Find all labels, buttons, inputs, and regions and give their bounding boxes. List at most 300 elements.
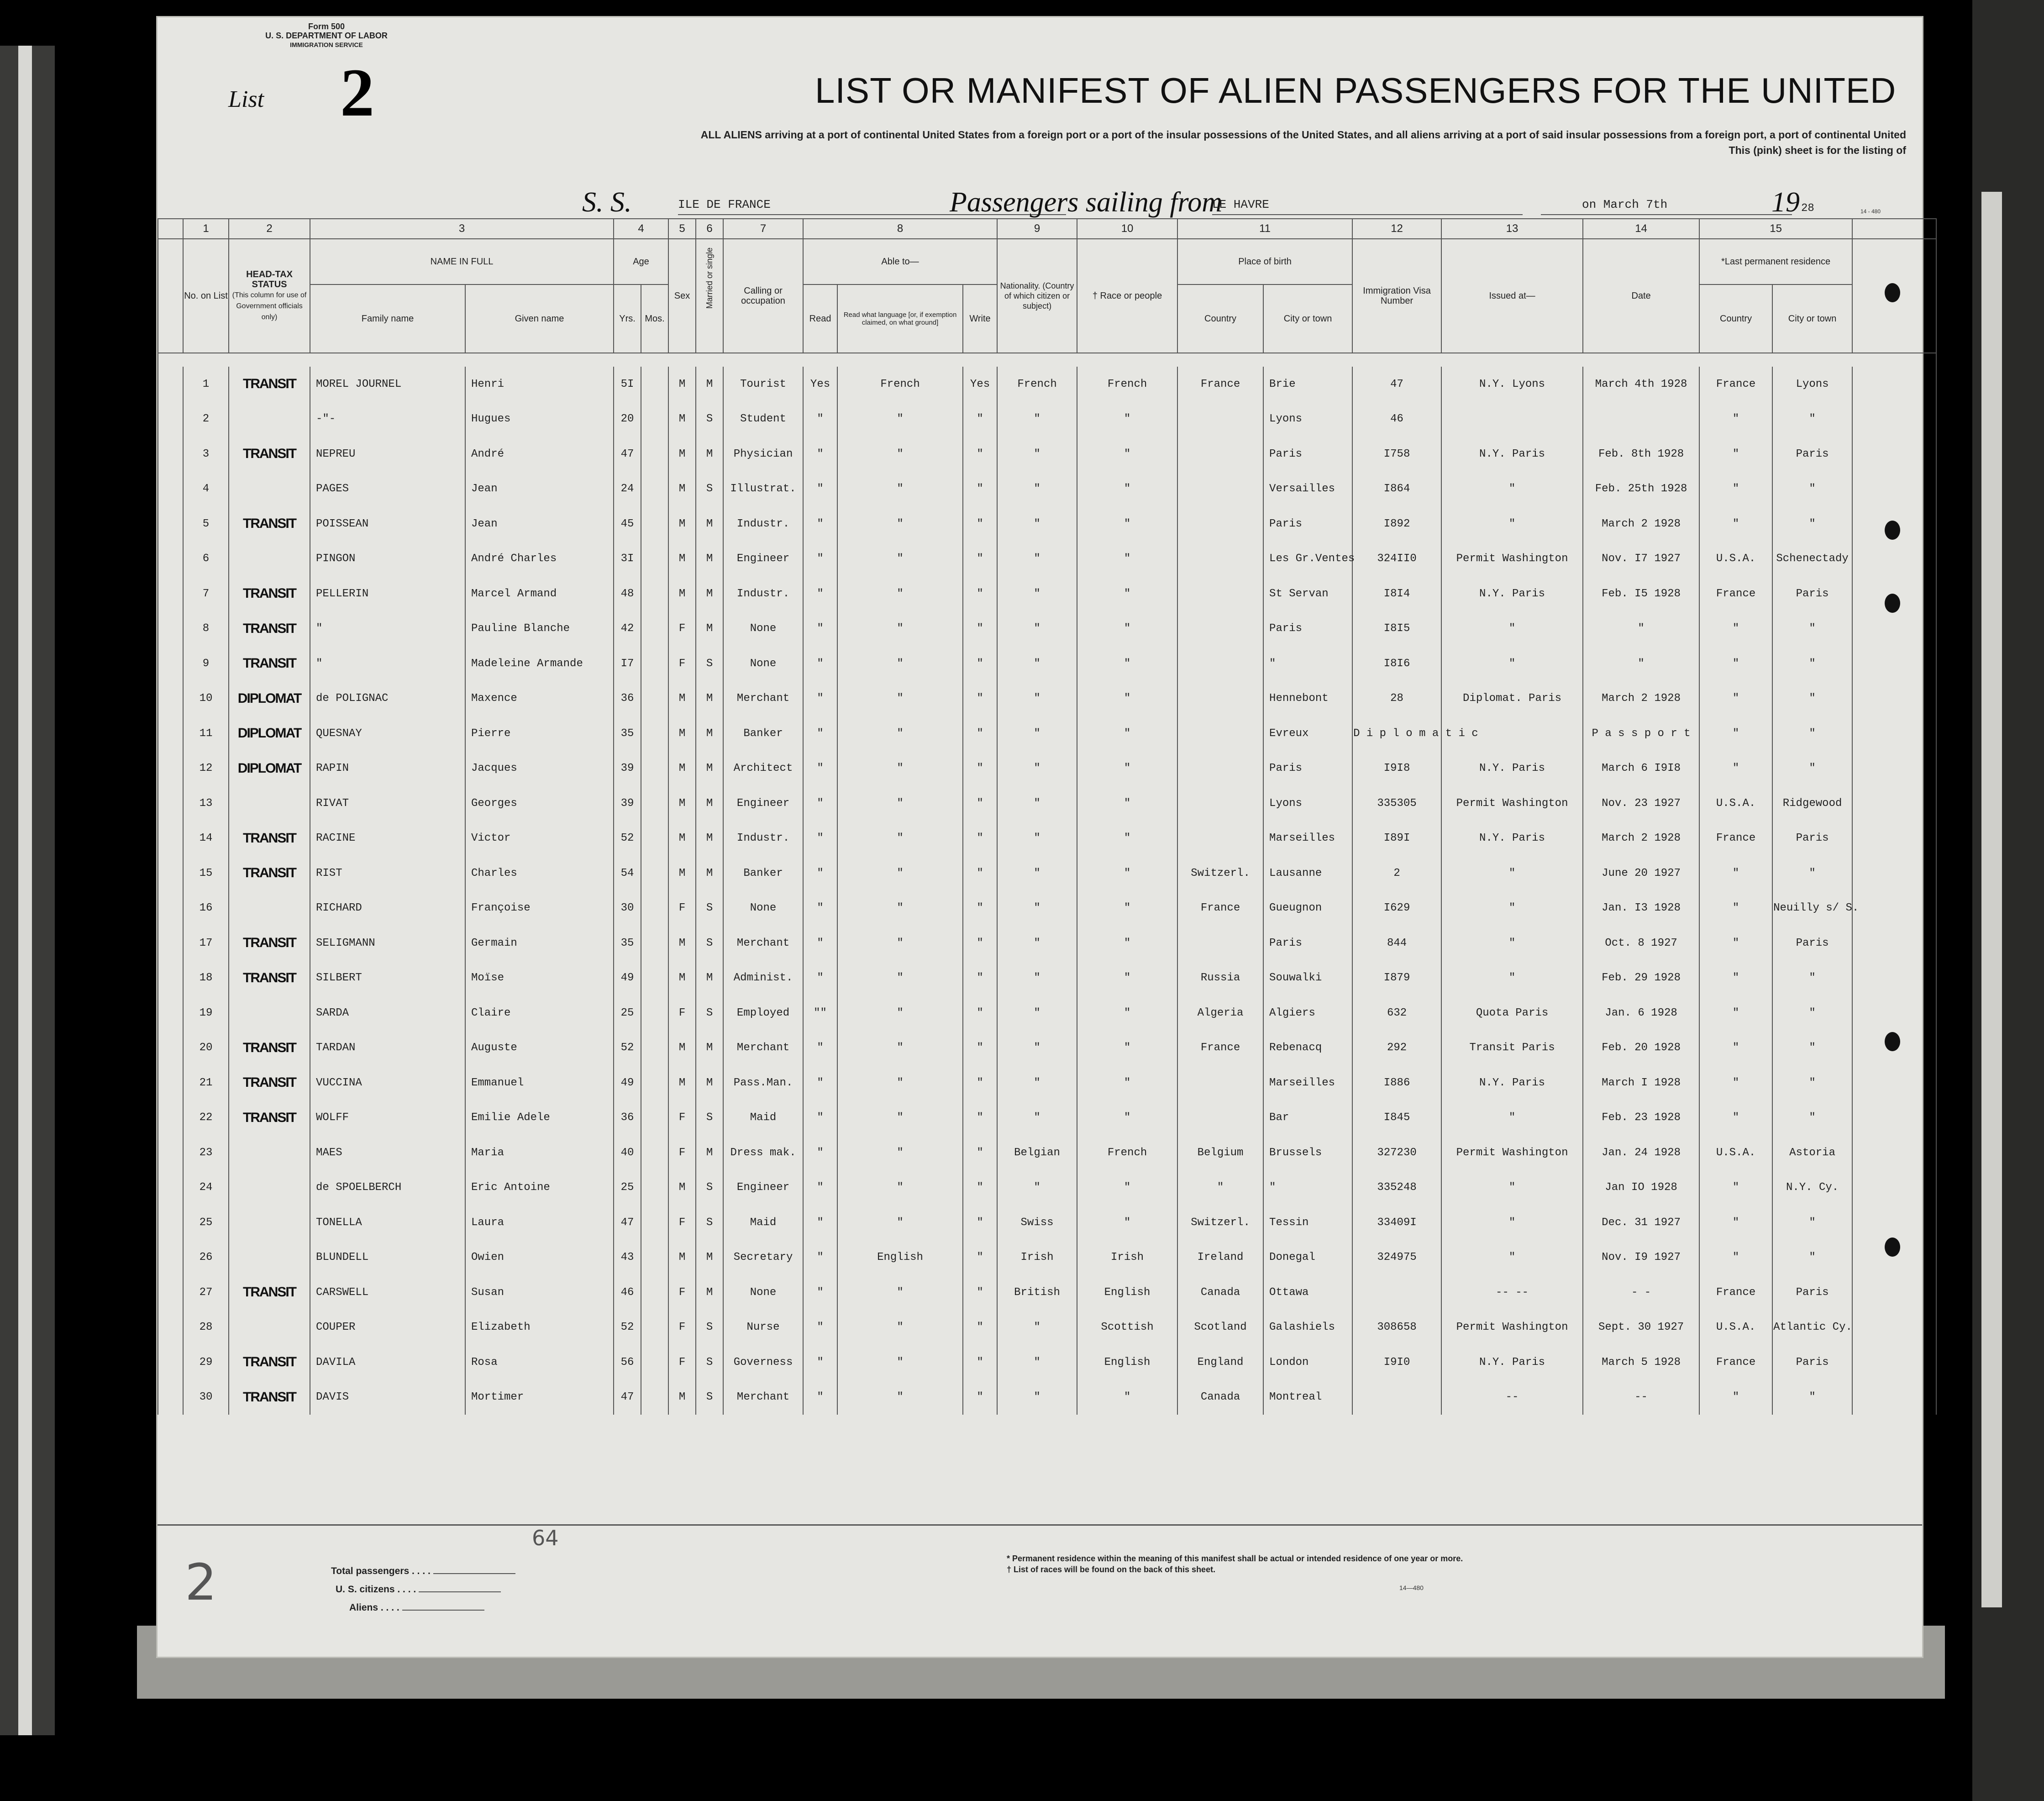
residence-city: " bbox=[1772, 1205, 1852, 1240]
col-sex: Sex bbox=[668, 239, 696, 353]
can-write: " bbox=[963, 1310, 997, 1345]
residence-city: Astoria bbox=[1772, 1135, 1852, 1170]
read-language: " bbox=[837, 995, 963, 1031]
marital-status: S bbox=[696, 1170, 723, 1206]
left-page-edge bbox=[0, 46, 55, 1735]
birth-country bbox=[1177, 611, 1263, 647]
occupation: Governess bbox=[723, 1345, 803, 1380]
sex: F bbox=[668, 891, 696, 926]
can-read: "" bbox=[803, 995, 837, 1031]
table-row bbox=[158, 1275, 1936, 1310]
residence-country: France bbox=[1699, 1345, 1772, 1380]
passenger-table bbox=[158, 218, 1937, 1415]
age-months bbox=[641, 961, 668, 996]
visa-number: 47 bbox=[1352, 367, 1441, 402]
head-tax-status bbox=[229, 995, 310, 1031]
nationality: " bbox=[997, 506, 1077, 542]
given-name: Elizabeth bbox=[465, 1310, 614, 1345]
given-name: Claire bbox=[465, 995, 614, 1031]
visa-date: Sept. 30 1927 bbox=[1583, 1310, 1699, 1345]
marital-status: M bbox=[696, 786, 723, 821]
residence-country: " bbox=[1699, 1240, 1772, 1275]
nationality: " bbox=[997, 1345, 1077, 1380]
sex: F bbox=[668, 995, 696, 1031]
birth-country bbox=[1177, 786, 1263, 821]
occupation: None bbox=[723, 891, 803, 926]
head-tax-status: TRANSIT bbox=[229, 506, 310, 542]
age-years: 52 bbox=[614, 821, 641, 856]
can-write: Yes bbox=[963, 367, 997, 402]
col-head-tax: HEAD-TAX STATUS (This column for use of Government officials only) bbox=[229, 239, 310, 353]
table-row bbox=[158, 1240, 1936, 1275]
table-row bbox=[158, 961, 1936, 996]
row-number: 4 bbox=[183, 472, 229, 507]
head-tax-status bbox=[229, 1135, 310, 1170]
residence-city: " bbox=[1772, 611, 1852, 647]
right-page-edge bbox=[1972, 0, 2044, 1801]
table-row bbox=[158, 506, 1936, 542]
visa-number: I879 bbox=[1352, 961, 1441, 996]
read-language: " bbox=[837, 821, 963, 856]
given-name: Owien bbox=[465, 1240, 614, 1275]
nationality: " bbox=[997, 576, 1077, 611]
row-number: 10 bbox=[183, 681, 229, 716]
nationality: " bbox=[997, 821, 1077, 856]
visa-number: 324975 bbox=[1352, 1240, 1441, 1275]
col-res-country: Country bbox=[1699, 284, 1772, 353]
can-write: " bbox=[963, 646, 997, 681]
residence-country: " bbox=[1699, 926, 1772, 961]
can-write: " bbox=[963, 891, 997, 926]
age-years: 42 bbox=[614, 611, 641, 647]
issued-at: N.Y. Paris bbox=[1441, 821, 1583, 856]
birth-country bbox=[1177, 542, 1263, 577]
issued-at: " bbox=[1441, 856, 1583, 891]
sex: F bbox=[668, 611, 696, 647]
given-name: André bbox=[465, 437, 614, 472]
can-read: " bbox=[803, 437, 837, 472]
birth-city: Donegal bbox=[1263, 1240, 1352, 1275]
birth-country bbox=[1177, 1101, 1263, 1136]
visa-number: I864 bbox=[1352, 472, 1441, 507]
occupation: Industr. bbox=[723, 821, 803, 856]
family-name: DAVILA bbox=[310, 1345, 465, 1380]
age-months bbox=[641, 472, 668, 507]
birth-city: London bbox=[1263, 1345, 1352, 1380]
visa-number: I845 bbox=[1352, 1101, 1441, 1136]
residence-city: " bbox=[1772, 681, 1852, 716]
can-read: " bbox=[803, 891, 837, 926]
birth-country: France bbox=[1177, 891, 1263, 926]
race: " bbox=[1077, 646, 1177, 681]
race: " bbox=[1077, 891, 1177, 926]
residence-city: Paris bbox=[1772, 576, 1852, 611]
birth-country: Russia bbox=[1177, 961, 1263, 996]
issued-at: " bbox=[1441, 1205, 1583, 1240]
head-tax-status: TRANSIT bbox=[229, 611, 310, 647]
race: " bbox=[1077, 821, 1177, 856]
can-read: " bbox=[803, 1345, 837, 1380]
visa-date: " bbox=[1583, 646, 1699, 681]
ss-label: S. S. bbox=[582, 187, 632, 218]
race: " bbox=[1077, 1101, 1177, 1136]
issued-at: " bbox=[1441, 891, 1583, 926]
marital-status: M bbox=[696, 1240, 723, 1275]
occupation: Physician bbox=[723, 437, 803, 472]
can-write: " bbox=[963, 1170, 997, 1206]
table-row bbox=[158, 1345, 1936, 1380]
binder-hole bbox=[1885, 283, 1900, 302]
visa-date: -- bbox=[1583, 1380, 1699, 1415]
visa-date: Feb. 25th 1928 bbox=[1583, 472, 1699, 507]
birth-country bbox=[1177, 681, 1263, 716]
visa-number: I9I0 bbox=[1352, 1345, 1441, 1380]
birth-country bbox=[1177, 472, 1263, 507]
table-row bbox=[158, 1170, 1936, 1206]
family-name: WOLFF bbox=[310, 1101, 465, 1136]
residence-country: " bbox=[1699, 437, 1772, 472]
age-years: 24 bbox=[614, 472, 641, 507]
occupation: Student bbox=[723, 402, 803, 437]
given-name: Germain bbox=[465, 926, 614, 961]
age-years: 36 bbox=[614, 1101, 641, 1136]
residence-country: " bbox=[1699, 1065, 1772, 1101]
birth-city: Paris bbox=[1263, 926, 1352, 961]
marital-status: M bbox=[696, 1275, 723, 1310]
can-read: " bbox=[803, 576, 837, 611]
age-years: 35 bbox=[614, 716, 641, 751]
race: " bbox=[1077, 1205, 1177, 1240]
head-tax-status: TRANSIT bbox=[229, 821, 310, 856]
visa-date: March 5 1928 bbox=[1583, 1345, 1699, 1380]
sex: F bbox=[668, 646, 696, 681]
issued-at: " bbox=[1441, 506, 1583, 542]
birth-city: Algiers bbox=[1263, 995, 1352, 1031]
marital-status: M bbox=[696, 506, 723, 542]
sex: M bbox=[668, 681, 696, 716]
visa-number: 335305 bbox=[1352, 786, 1441, 821]
birth-city: Lyons bbox=[1263, 402, 1352, 437]
family-name: SILBERT bbox=[310, 961, 465, 996]
visa-number: 28 bbox=[1352, 681, 1441, 716]
given-name: Rosa bbox=[465, 1345, 614, 1380]
race: " bbox=[1077, 716, 1177, 751]
can-read: " bbox=[803, 402, 837, 437]
can-write: " bbox=[963, 1240, 997, 1275]
can-write: " bbox=[963, 856, 997, 891]
read-language: " bbox=[837, 611, 963, 647]
read-language: " bbox=[837, 891, 963, 926]
can-read: " bbox=[803, 1205, 837, 1240]
can-read: " bbox=[803, 681, 837, 716]
head-tax-status: TRANSIT bbox=[229, 576, 310, 611]
read-language: " bbox=[837, 1101, 963, 1136]
read-language: " bbox=[837, 1345, 963, 1380]
passenger-rows bbox=[158, 367, 1936, 1415]
visa-number: 292 bbox=[1352, 1031, 1441, 1066]
race: Irish bbox=[1077, 1240, 1177, 1275]
row-number: 23 bbox=[183, 1135, 229, 1170]
sailing-date: on March 7th bbox=[1541, 198, 1792, 215]
issued-at: -- bbox=[1441, 1380, 1583, 1415]
marital-status: S bbox=[696, 1205, 723, 1240]
birth-country: Canada bbox=[1177, 1275, 1263, 1310]
table-row bbox=[158, 786, 1936, 821]
age-months bbox=[641, 1205, 668, 1240]
can-write: " bbox=[963, 995, 997, 1031]
visa-number: 844 bbox=[1352, 926, 1441, 961]
binder-hole bbox=[1885, 521, 1900, 540]
can-read: Yes bbox=[803, 367, 837, 402]
table-row bbox=[158, 751, 1936, 786]
visa-date: Nov. 23 1927 bbox=[1583, 786, 1699, 821]
given-name: Pauline Blanche bbox=[465, 611, 614, 647]
col-race: † Race or people bbox=[1077, 239, 1177, 353]
residence-country: " bbox=[1699, 995, 1772, 1031]
age-years: 20 bbox=[614, 402, 641, 437]
head-tax-status: TRANSIT bbox=[229, 1031, 310, 1066]
row-number: 2 bbox=[183, 402, 229, 437]
residence-city: " bbox=[1772, 1240, 1852, 1275]
birth-city: Paris bbox=[1263, 611, 1352, 647]
table-row bbox=[158, 1205, 1936, 1240]
read-language: " bbox=[837, 402, 963, 437]
residence-city: Paris bbox=[1772, 1345, 1852, 1380]
row-number: 7 bbox=[183, 576, 229, 611]
can-write: " bbox=[963, 926, 997, 961]
age-years: 3I bbox=[614, 542, 641, 577]
nationality: " bbox=[997, 856, 1077, 891]
residence-country: " bbox=[1699, 1101, 1772, 1136]
race: " bbox=[1077, 402, 1177, 437]
nationality: " bbox=[997, 786, 1077, 821]
age-months bbox=[641, 1065, 668, 1101]
issued-at: N.Y. Paris bbox=[1441, 576, 1583, 611]
sex: M bbox=[668, 1065, 696, 1101]
age-months bbox=[641, 542, 668, 577]
occupation: Maid bbox=[723, 1101, 803, 1136]
col-family-name: Family name bbox=[310, 284, 465, 353]
manifest-sheet bbox=[158, 17, 1922, 1657]
visa-date: March 2 1928 bbox=[1583, 681, 1699, 716]
manifest-subtitle: ALL ALIENS arriving at a port of continental United States from a foreign port or a port of the insular possessions of the United States, and all aliens arriving at a port of said insular possessions from a foreign port, a port of continental United This (pink) sheet is for the listing of bbox=[700, 129, 1906, 156]
birth-country: Scotland bbox=[1177, 1310, 1263, 1345]
can-write: " bbox=[963, 1135, 997, 1170]
visa-number bbox=[1352, 1380, 1441, 1415]
table-row bbox=[158, 611, 1936, 647]
sex: M bbox=[668, 1240, 696, 1275]
can-read: " bbox=[803, 472, 837, 507]
table-row bbox=[158, 402, 1936, 437]
can-read: " bbox=[803, 542, 837, 577]
read-language: " bbox=[837, 1170, 963, 1206]
age-years: 30 bbox=[614, 891, 641, 926]
residence-country: France bbox=[1699, 1275, 1772, 1310]
residence-country: " bbox=[1699, 472, 1772, 507]
col-name-in-full: NAME IN FULL bbox=[310, 239, 614, 284]
sex: M bbox=[668, 751, 696, 786]
row-number: 18 bbox=[183, 961, 229, 996]
issued-at: N.Y. Paris bbox=[1441, 751, 1583, 786]
visa-date: - - bbox=[1583, 1275, 1699, 1310]
visa-date: Jan IO 1928 bbox=[1583, 1170, 1699, 1206]
visa-number: 324II0 bbox=[1352, 542, 1441, 577]
occupation: Tourist bbox=[723, 367, 803, 402]
family-name: -"- bbox=[310, 402, 465, 437]
row-number: 13 bbox=[183, 786, 229, 821]
residence-city: " bbox=[1772, 995, 1852, 1031]
residence-city: Paris bbox=[1772, 926, 1852, 961]
marital-status: M bbox=[696, 1031, 723, 1066]
row-number: 17 bbox=[183, 926, 229, 961]
family-name: TONELLA bbox=[310, 1205, 465, 1240]
nationality: " bbox=[997, 1380, 1077, 1415]
row-number: 28 bbox=[183, 1310, 229, 1345]
nationality: " bbox=[997, 611, 1077, 647]
sex: M bbox=[668, 472, 696, 507]
visa-date: Jan. 6 1928 bbox=[1583, 995, 1699, 1031]
residence-city: " bbox=[1772, 1031, 1852, 1066]
marital-status: S bbox=[696, 472, 723, 507]
table-row bbox=[158, 646, 1936, 681]
marital-status: S bbox=[696, 891, 723, 926]
family-name: PELLERIN bbox=[310, 576, 465, 611]
issued-at: Quota Paris bbox=[1441, 995, 1583, 1031]
age-months bbox=[641, 716, 668, 751]
residence-country: France bbox=[1699, 576, 1772, 611]
can-read: " bbox=[803, 926, 837, 961]
can-read: " bbox=[803, 961, 837, 996]
given-name: Laura bbox=[465, 1205, 614, 1240]
visa-date: March 4th 1928 bbox=[1583, 367, 1699, 402]
col-birth-country: Country bbox=[1177, 284, 1263, 353]
col-read: Read bbox=[803, 284, 837, 353]
occupation: Banker bbox=[723, 716, 803, 751]
occupation: Engineer bbox=[723, 786, 803, 821]
sex: M bbox=[668, 1031, 696, 1066]
birth-city: Souwalki bbox=[1263, 961, 1352, 996]
age-years: 49 bbox=[614, 1065, 641, 1101]
read-language: " bbox=[837, 1065, 963, 1101]
birth-country: " bbox=[1177, 1170, 1263, 1206]
read-language: " bbox=[837, 506, 963, 542]
residence-city: " bbox=[1772, 1380, 1852, 1415]
sex: M bbox=[668, 437, 696, 472]
marital-status: M bbox=[696, 611, 723, 647]
occupation: Architect bbox=[723, 751, 803, 786]
family-name: VUCCINA bbox=[310, 1065, 465, 1101]
family-name: " bbox=[310, 611, 465, 647]
birth-city: St Servan bbox=[1263, 576, 1352, 611]
total-passengers-label: Total passengers . . . . bbox=[331, 1562, 515, 1580]
can-read: " bbox=[803, 786, 837, 821]
birth-country bbox=[1177, 437, 1263, 472]
race: French bbox=[1077, 1135, 1177, 1170]
sex: F bbox=[668, 1135, 696, 1170]
col-last-residence: *Last permanent residence bbox=[1699, 239, 1852, 284]
issued-at: Transit Paris bbox=[1441, 1031, 1583, 1066]
us-citizens-label: U. S. citizens . . . . bbox=[331, 1580, 515, 1599]
residence-city: Ridgewood bbox=[1772, 786, 1852, 821]
marital-status: M bbox=[696, 576, 723, 611]
race: English bbox=[1077, 1275, 1177, 1310]
issued-at: -- -- bbox=[1441, 1275, 1583, 1310]
can-write: " bbox=[963, 751, 997, 786]
table-row bbox=[158, 437, 1936, 472]
given-name: Moïse bbox=[465, 961, 614, 996]
can-read: " bbox=[803, 1065, 837, 1101]
birth-country bbox=[1177, 716, 1263, 751]
residence-city: Paris bbox=[1772, 1275, 1852, 1310]
marital-status: S bbox=[696, 1345, 723, 1380]
birth-country: Switzerl. bbox=[1177, 856, 1263, 891]
marital-status: S bbox=[696, 646, 723, 681]
marital-status: S bbox=[696, 995, 723, 1031]
residence-city: Atlantic Cy. bbox=[1772, 1310, 1852, 1345]
given-name: Maxence bbox=[465, 681, 614, 716]
can-write: " bbox=[963, 961, 997, 996]
marital-status: S bbox=[696, 402, 723, 437]
occupation: Dress mak. bbox=[723, 1135, 803, 1170]
residence-city: Schenectady bbox=[1772, 542, 1852, 577]
head-tax-status: TRANSIT bbox=[229, 1101, 310, 1136]
visa-number: I9I8 bbox=[1352, 751, 1441, 786]
sex: F bbox=[668, 1101, 696, 1136]
col-visa-number: Immigration Visa Number bbox=[1352, 239, 1441, 353]
table-row bbox=[158, 926, 1936, 961]
nationality: " bbox=[997, 751, 1077, 786]
read-language: " bbox=[837, 542, 963, 577]
aliens-label: Aliens . . . . bbox=[331, 1599, 515, 1617]
occupation: Engineer bbox=[723, 542, 803, 577]
sex: F bbox=[668, 1275, 696, 1310]
occupation: Nurse bbox=[723, 1310, 803, 1345]
can-write: " bbox=[963, 1031, 997, 1066]
birth-city: Brussels bbox=[1263, 1135, 1352, 1170]
race: " bbox=[1077, 611, 1177, 647]
issued-at: Permit Washington bbox=[1441, 1310, 1583, 1345]
row-number: 22 bbox=[183, 1101, 229, 1136]
marital-status: M bbox=[696, 856, 723, 891]
head-tax-status: TRANSIT bbox=[229, 1380, 310, 1415]
birth-country: Ireland bbox=[1177, 1240, 1263, 1275]
issued-at: Permit Washington bbox=[1441, 542, 1583, 577]
nationality: " bbox=[997, 926, 1077, 961]
list-number: 2 bbox=[340, 55, 374, 131]
birth-city: Ottawa bbox=[1263, 1275, 1352, 1310]
age-months bbox=[641, 926, 668, 961]
departure-port: LE HAVRE bbox=[1212, 198, 1523, 215]
race: " bbox=[1077, 472, 1177, 507]
visa-date: Feb. 23 1928 bbox=[1583, 1101, 1699, 1136]
manifest-footer bbox=[158, 1524, 1922, 1658]
birth-country bbox=[1177, 926, 1263, 961]
col-calling: Calling or occupation bbox=[723, 239, 803, 353]
col-age: Age bbox=[614, 239, 668, 284]
visa-date bbox=[1583, 402, 1699, 437]
visa-number: I886 bbox=[1352, 1065, 1441, 1101]
head-tax-status bbox=[229, 786, 310, 821]
col-able-to: Able to— bbox=[803, 239, 997, 284]
marital-status: S bbox=[696, 1380, 723, 1415]
row-number: 19 bbox=[183, 995, 229, 1031]
age-months bbox=[641, 1101, 668, 1136]
head-tax-status: TRANSIT bbox=[229, 437, 310, 472]
residence-city: Neuilly s/ S. bbox=[1772, 891, 1852, 926]
birth-country bbox=[1177, 1065, 1263, 1101]
visa-date: P a s s p o r t bbox=[1583, 716, 1699, 751]
row-number: 30 bbox=[183, 1380, 229, 1415]
